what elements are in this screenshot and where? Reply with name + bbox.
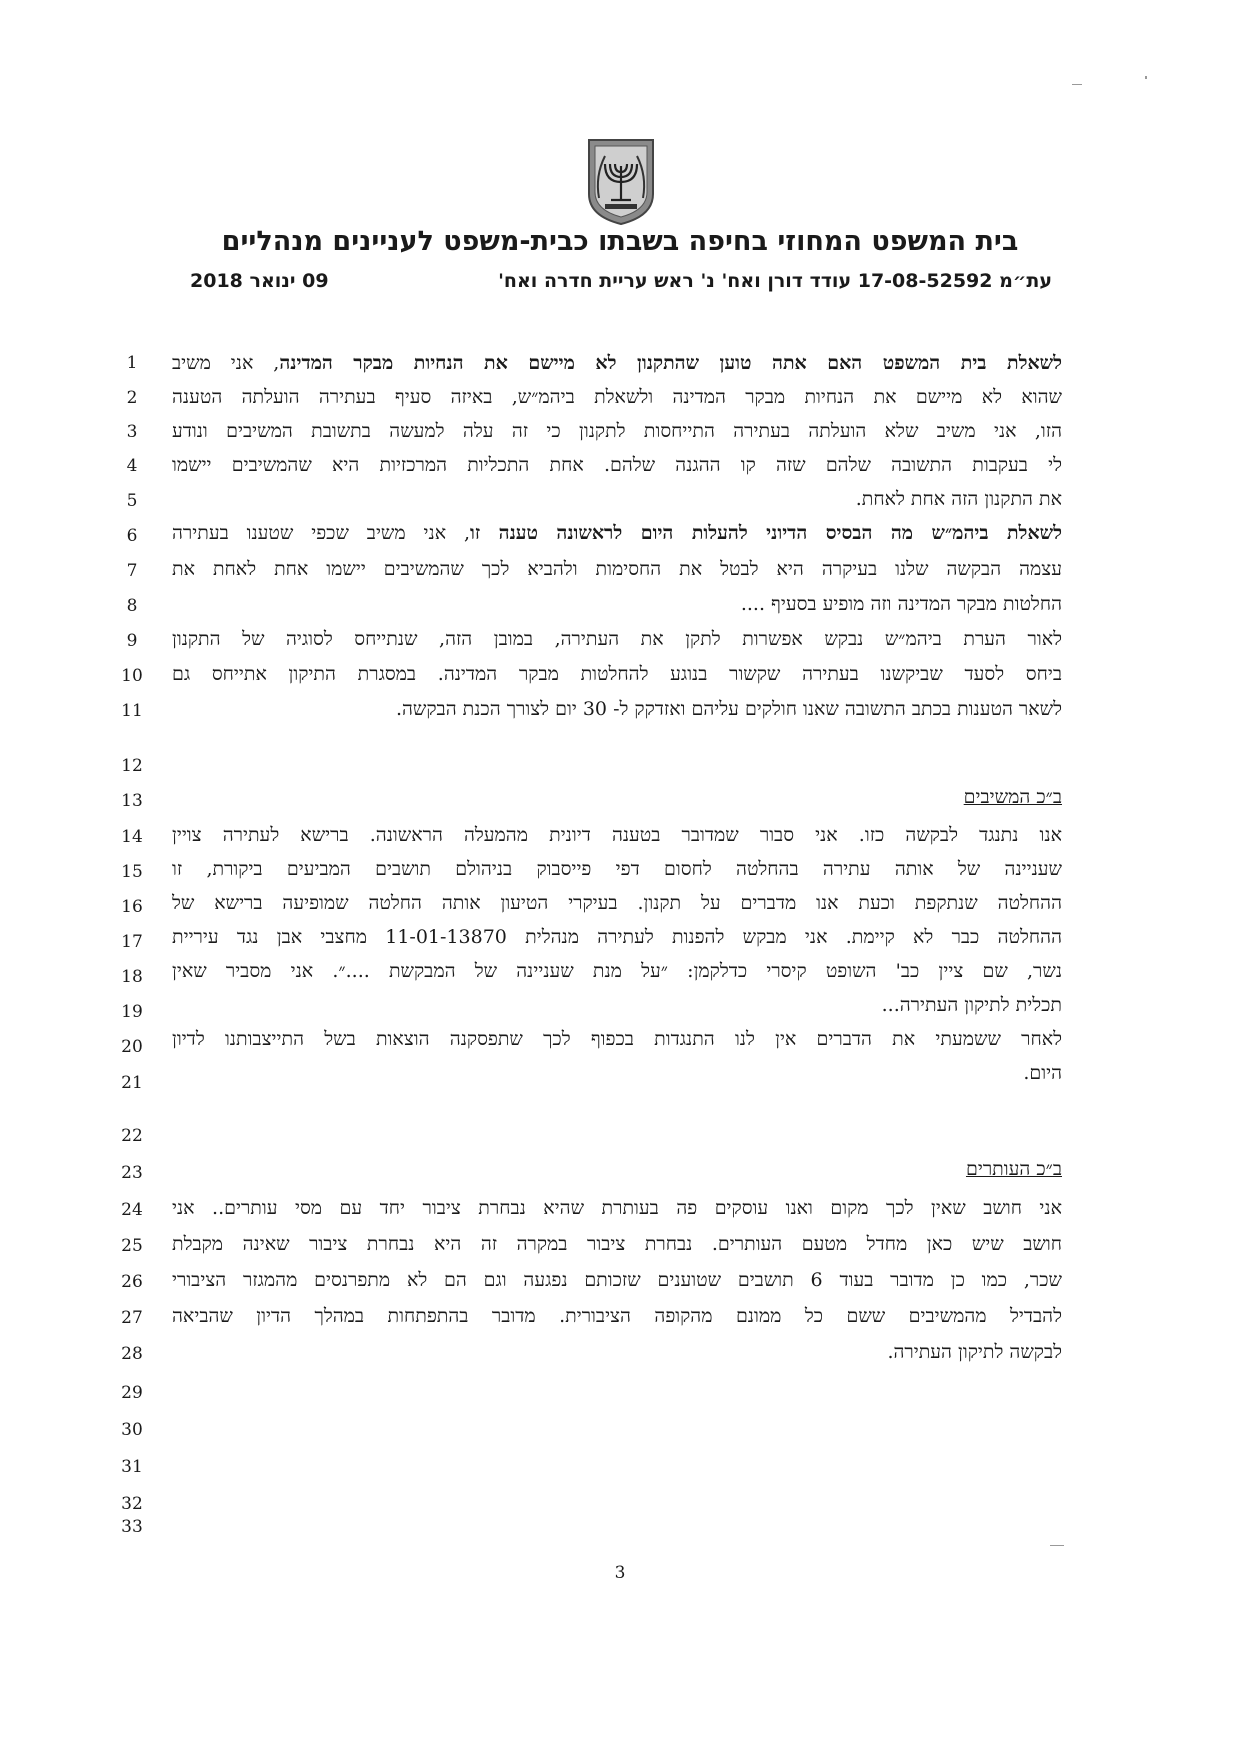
line-number: 18 bbox=[121, 967, 143, 987]
page-number: 3 bbox=[614, 1563, 626, 1583]
line-number: 27 bbox=[121, 1308, 143, 1328]
scan-speck bbox=[1145, 76, 1147, 79]
line-number: 6 bbox=[126, 526, 138, 546]
line-number: 12 bbox=[121, 756, 143, 776]
line-number: 2 bbox=[126, 388, 138, 408]
hearing-date: 09 ינואר 2018 bbox=[190, 270, 329, 292]
line-number: 22 bbox=[121, 1126, 143, 1146]
line-number: 16 bbox=[121, 897, 143, 917]
body-line: ההחלטה שנתקפת וכעת אנו מדברים על תקנון. בעיקרי הטיעון אותה החלטה שמופיעה ברישא של bbox=[172, 892, 1062, 914]
case-number-line: עת״מ 17-08-52592 עודד דורן ואח' נ' ראש עריית חדרה ואח' bbox=[498, 270, 1052, 292]
body-line: הזו, אני משיב שלא הועלתה בעתירה התייחסות לתקנון כי זה עלה למעשה בתשובת המשיבים ונודע bbox=[172, 420, 1062, 442]
body-line: לאחר ששמעתי את הדברים אין לנו התנגדות בכפוף לכך שתפסקנה הוצאות בשל התייצבותנו לדיון bbox=[172, 1028, 1062, 1050]
body-line: לבקשה לתיקון העתירה. bbox=[887, 1341, 1062, 1363]
line-number: 9 bbox=[126, 631, 138, 651]
line-number: 24 bbox=[121, 1200, 143, 1220]
body-line: אני חושב שאין לכך מקום ואנו עוסקים פה בעותרת שהיא נבחרת ציבור יחד עם מסי עותרים.. אני bbox=[172, 1197, 1062, 1219]
respondents-counsel-heading: ב״כ המשיבים bbox=[963, 786, 1062, 808]
line-number: 20 bbox=[121, 1037, 143, 1057]
line-number: 14 bbox=[121, 827, 143, 847]
line-number: 29 bbox=[121, 1383, 143, 1403]
body-line: החלטות מבקר המדינה וזה מופיע בסעיף .... bbox=[740, 593, 1062, 615]
body-line: את התקנון הזה אחת לאחת. bbox=[855, 488, 1062, 510]
line-number: 32 bbox=[121, 1494, 143, 1514]
line-number: 15 bbox=[121, 862, 143, 882]
line-number: 17 bbox=[121, 932, 143, 952]
line-number: 10 bbox=[121, 666, 143, 686]
scan-speck bbox=[1050, 1545, 1064, 1546]
line-number: 31 bbox=[121, 1457, 143, 1477]
line-number: 7 bbox=[126, 561, 138, 581]
court-name: בית המשפט המחוזי בחיפה בשבתו כבית-משפט לעניינים מנהליים bbox=[221, 226, 1019, 257]
line-number: 28 bbox=[121, 1344, 143, 1364]
body-line: לשאלת ביהמ״ש מה הבסיס הדיוני להעלות היום לראשונה טענה זו, אני משיב שכפי שטענו בעתירה bbox=[172, 522, 1062, 544]
body-line: היום. bbox=[1023, 1062, 1062, 1084]
line-number: 26 bbox=[121, 1272, 143, 1292]
body-line: להבדיל מהמשיבים ששם כל ממונם מהקופה הציבורית. מדובר בהתפתחות במהלך הדיון שהביאה bbox=[172, 1305, 1062, 1327]
line-number: 33 bbox=[121, 1517, 143, 1537]
line-number: 1 bbox=[126, 353, 138, 373]
body-line: ההחלטה כבר לא קיימת. אני מבקש להפנות לעתירה מנהלית 11-01-13870 מחצבי אבן נגד עיריית bbox=[172, 926, 1062, 948]
line-number: 4 bbox=[126, 456, 138, 476]
line-number: 30 bbox=[121, 1420, 143, 1440]
line-number: 25 bbox=[121, 1236, 143, 1256]
scan-speck bbox=[1072, 84, 1082, 85]
line-number: 8 bbox=[126, 596, 138, 616]
petitioners-counsel-heading: ב״כ העותרים bbox=[965, 1158, 1062, 1180]
body-line: לאור הערת ביהמ״ש נבקש אפשרות לתקן את העתירה, במובן הזה, שנתייחס לסוגיה של התקנון bbox=[172, 628, 1062, 650]
line-number: 11 bbox=[121, 701, 143, 721]
body-line: ביחס לסעד שביקשנו בעתירה שקשור בנוגע להחלטות מבקר המדינה. במסגרת התיקון אתייחס גם bbox=[172, 663, 1062, 685]
line-number: 13 bbox=[121, 791, 143, 811]
body-line: שהוא לא מיישם את הנחיות מבקר המדינה ולשאלת ביהמ״ש, באיזה סעיף בעתירה הועלתה הטענה bbox=[172, 386, 1062, 408]
body-line: לשאלת בית המשפט האם אתה טוען שהתקנון לא מיישם את הנחיות מבקר המדינה, אני משיב bbox=[172, 352, 1062, 374]
body-line: חושב שיש כאן מחדל מטעם העותרים. נבחרת ציבור במקרה זה היא נבחרת ציבור שאינה מקבלת bbox=[172, 1233, 1062, 1255]
line-number: 21 bbox=[121, 1073, 143, 1093]
body-line: לשאר הטענות בכתב התשובה שאנו חולקים עליהם ואזדקק ל- 30 יום לצורך הכנת הבקשה. bbox=[395, 698, 1062, 720]
line-number: 3 bbox=[126, 422, 138, 442]
line-number: 23 bbox=[121, 1163, 143, 1183]
body-line: תכלית לתיקון העתירה... bbox=[881, 994, 1062, 1016]
line-number: 5 bbox=[126, 491, 138, 511]
body-line: נשר, שם ציין כב' השופט קיסרי כדלקמן: ״על מנת שעניינה של המבקשת ....״. אני מסביר שאין bbox=[172, 960, 1062, 982]
body-line: לי בעקבות התשובה שלהם שזה קו ההגנה שלהם. אחת התכליות המרכזיות היא שהמשיבים יישמו bbox=[172, 454, 1062, 476]
body-line: עצמה הבקשה שלנו בעיקרה היא לבטל את החסימות ולהביא לכך שהמשיבים יישמו אחת לאחת את bbox=[172, 558, 1062, 580]
body-line: אנו נתנגד לבקשה כזו. אני סבור שמדובר בטענה דיונית מהמעלה הראשונה. ברישא לעתירה צויין bbox=[172, 824, 1062, 846]
line-number: 19 bbox=[121, 1002, 143, 1022]
body-line: שכר, כמו כן מדובר בעוד 6 תושבים שטוענים שזכותם נפגעה וגם הם לא מתפרנסים מהמגזר הציבורי bbox=[172, 1269, 1062, 1291]
body-line: שעניינה של אותה עתירה בהחלטה לחסום דפי פייסבוק בניהולם תושבים המביעים ביקורת, זו bbox=[172, 858, 1062, 880]
